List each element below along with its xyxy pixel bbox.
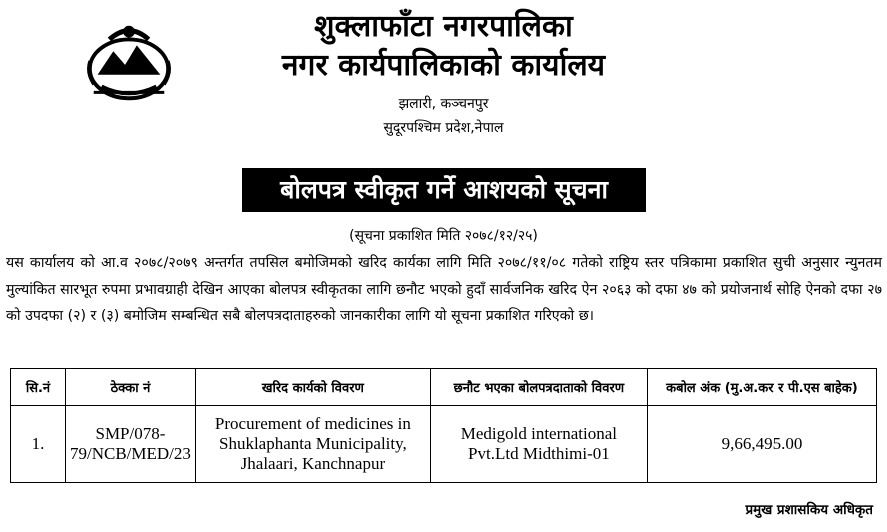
bid-table — [10, 368, 877, 483]
row-amount: 9,66,495.00 — [647, 406, 876, 483]
notice-body: यस कार्यालय को आ.व २०७८/२०७९ अन्तर्गत तपसिल बमोजिमको खरिद कार्यका लागि मिति २०७८/११/०८ गतेको राष्ट्रिय स्तर पत्रिकामा प्रकाशित सुची अनुसार न्युनतम मुल्यांकित सारभूत रुपमा प्रभावग्राही देखिन आएका बोलपत्र स्वीकृतका लागि छनौट भएको हुदाँ सार्वजनिक खरिद ऐन २०६३ को दफा ४७ को प्रयोजनार्थ सोहि ऐनको दफा २७ को उपदफा (२) र (३) बमोजिम सम्बन्धित सबै बोलपत्रदाताहरुको जानकारीका लागि यो सूचना प्रकाशित गरिएको छ। — [6, 255, 882, 324]
municipality-name: शुक्लाफाँटा नगरपालिका — [314, 9, 573, 44]
header-contract-no: ठेक्का नं — [66, 369, 196, 406]
row-bidder: Medigold international Pvt.Ltd Midthimi-01 — [430, 406, 647, 483]
office-name: नगर कार्यपालिकाको कार्यालय — [281, 48, 606, 83]
header-sn: सि.नं — [11, 369, 66, 406]
address-line-1: झलारी, कञ्चनपुर — [398, 96, 489, 112]
row-sn: 1. — [11, 406, 66, 483]
table-row — [11, 406, 877, 483]
address-line-2: सुदूरपश्चिम प्रदेश,नेपाल — [383, 120, 504, 136]
header-description: खरिद कार्यको विवरण — [195, 369, 430, 406]
header-amount: कबोल अंक (मु.अ.कर र पी.एस बाहेक) — [647, 369, 876, 406]
row-description: Procurement of medicines in Shuklaphanta Municipality, Jhalaari, Kanchnapur — [195, 406, 430, 483]
header-bidder: छनौट भएका बोलपत्रदाताको विवरण — [430, 369, 647, 406]
signatory: प्रमुख प्रशासकिय अधिकृत — [745, 502, 873, 518]
notice-title: बोलपत्र स्वीकृत गर्ने आशयको सूचना — [242, 168, 646, 212]
row-contract-no: SMP/078-79/NCB/MED/23 — [66, 406, 196, 483]
publication-date: (सूचना प्रकाशित मिति २०७८/१२/२५) — [349, 228, 538, 244]
table-header-row — [11, 369, 877, 406]
office-header — [0, 8, 887, 140]
